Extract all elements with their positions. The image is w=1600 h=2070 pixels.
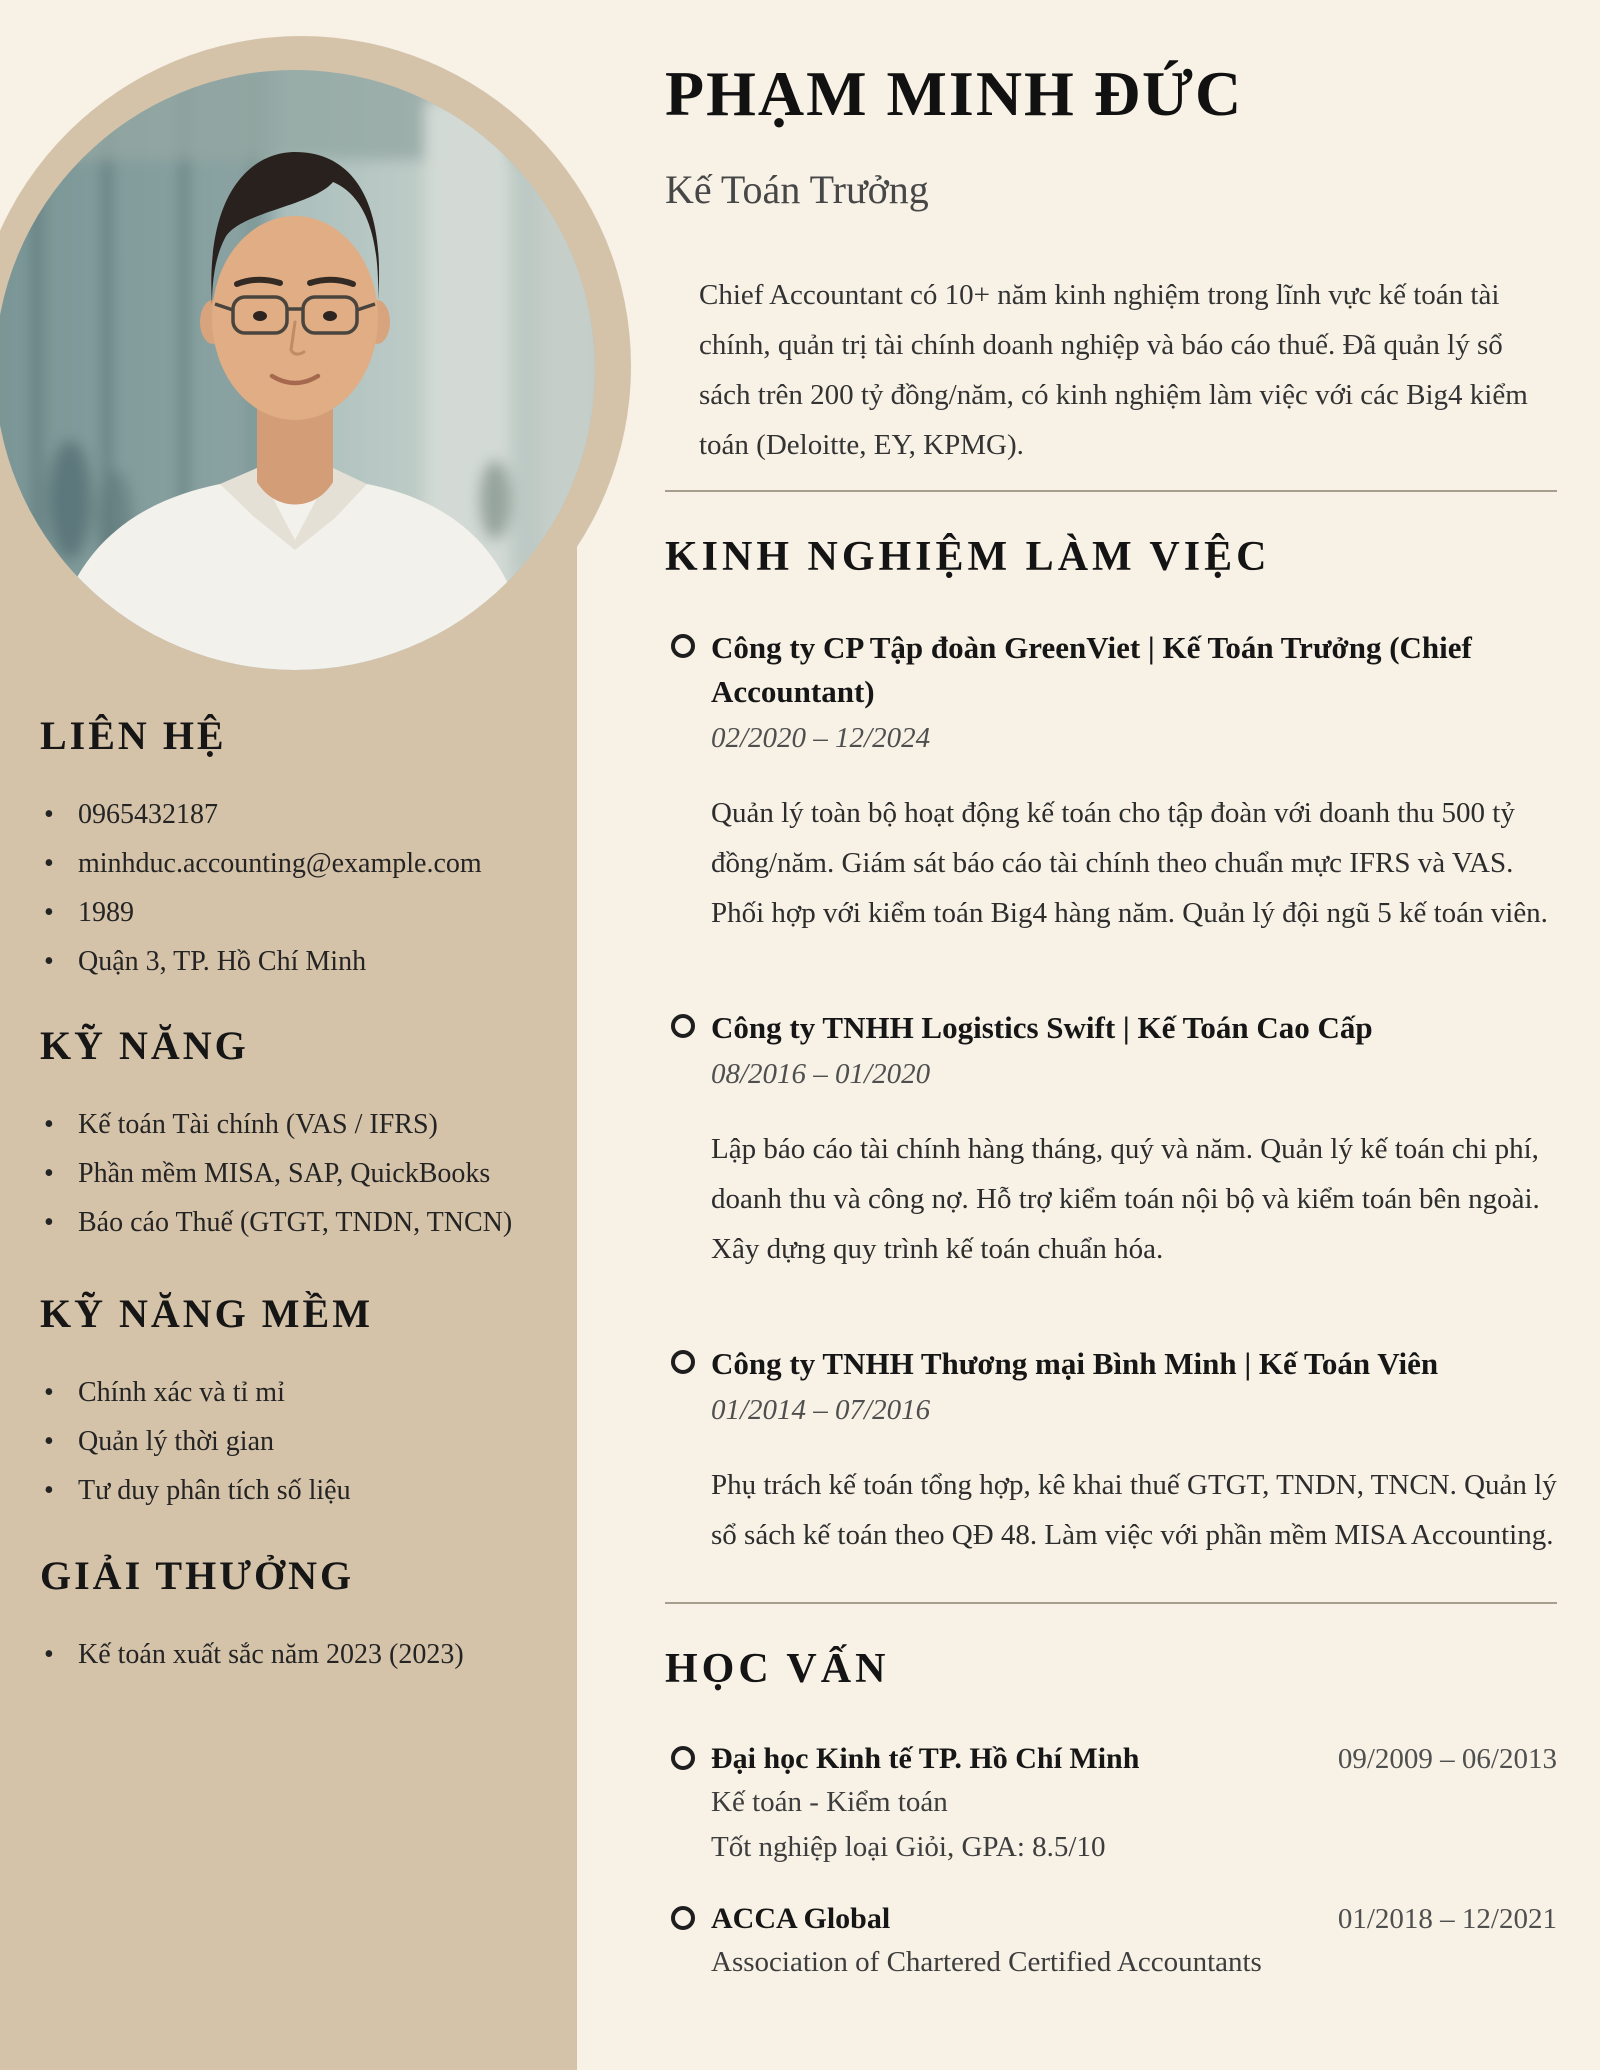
ring-bullet-icon <box>671 1906 695 1930</box>
skills-list <box>40 1100 545 1247</box>
ring-bullet-icon <box>671 634 695 658</box>
job-title: Công ty CP Tập đoàn GreenViet | Kế Toán Trưởng (Chief Accountant) <box>711 630 1472 709</box>
profile-photo <box>0 70 595 670</box>
soft-skill-item: • Quản lý thời gian <box>40 1417 545 1466</box>
job-title: Công ty TNHH Logistics Swift | Kế Toán Cao Cấp <box>711 1010 1373 1045</box>
education-school: Đại học Kinh tế TP. Hồ Chí Minh <box>711 1742 1140 1775</box>
bullet-dot-icon: • <box>44 1475 54 1506</box>
experience-entry <box>665 626 1557 938</box>
awards-list <box>40 1630 545 1679</box>
education-major: Association of Chartered Certified Accountants <box>711 1946 1262 1978</box>
education-heading: HỌC VẤN <box>665 1646 890 1692</box>
job-dates: 01/2014 – 07/2016 <box>711 1394 931 1426</box>
skill-item: • Phần mềm MISA, SAP, QuickBooks <box>40 1149 545 1198</box>
bullet-dot-icon: • <box>44 897 54 928</box>
soft-skill-item: • Chính xác và tỉ mỉ <box>40 1368 545 1417</box>
bullet-dot-icon: • <box>44 1158 54 1189</box>
contact-list <box>40 790 545 986</box>
contact-email: • minhduc.accounting@example.com <box>40 839 545 888</box>
experience-heading: KINH NGHIỆM LÀM VIỆC <box>665 534 1271 580</box>
ring-bullet-icon <box>671 1350 695 1374</box>
skills-section <box>40 1022 545 1247</box>
contact-birthyear: • 1989 <box>40 888 545 937</box>
award-item: • Kế toán xuất sắc năm 2023 (2023) <box>40 1630 545 1679</box>
bullet-dot-icon: • <box>44 1109 54 1140</box>
education-major: Kế toán - Kiểm toán <box>711 1786 948 1818</box>
education-entry <box>665 1898 1557 1985</box>
skill-item: • Báo cáo Thuế (GTGT, TNDN, TNCN) <box>40 1198 545 1247</box>
bullet-dot-icon: • <box>44 1639 54 1670</box>
bullet-dot-icon: • <box>44 848 54 879</box>
job-title: Công ty TNHH Thương mại Bình Minh | Kế Toán Viên <box>711 1346 1439 1381</box>
ring-bullet-icon <box>671 1014 695 1038</box>
experience-entry <box>665 1342 1557 1560</box>
bullet-dot-icon: • <box>44 799 54 830</box>
experience-entry <box>665 1006 1557 1274</box>
education-dates: 09/2009 – 06/2013 <box>1337 1743 1557 1775</box>
soft-skills-list <box>40 1368 545 1515</box>
section-divider <box>665 1602 1557 1604</box>
awards-section <box>40 1552 545 1679</box>
contact-address: • Quận 3, TP. Hồ Chí Minh <box>40 937 545 986</box>
education-dates: 01/2018 – 12/2021 <box>1337 1903 1557 1935</box>
contact-heading: LIÊN HỆ <box>40 713 227 758</box>
contact-section <box>40 712 545 986</box>
job-dates: 08/2016 – 01/2020 <box>711 1058 931 1090</box>
soft-skills-section <box>40 1290 545 1515</box>
education-entry <box>665 1738 1557 1870</box>
job-description: Lập báo cáo tài chính hàng tháng, quý và năm. Quản lý kế toán chi phí, doanh thu và công nợ. Hỗ trợ kiểm toán nội bộ và kiểm toán bên ngoài. Xây dựng quy trình kế toán chuẩn hóa. <box>711 1133 1540 1265</box>
skills-heading: KỸ NĂNG <box>40 1023 249 1068</box>
soft-skill-item: • Tư duy phân tích số liệu <box>40 1466 545 1515</box>
candidate-name: PHẠM MINH ĐỨC <box>665 58 1244 129</box>
main-column <box>665 56 1557 1985</box>
contact-phone: • 0965432187 <box>40 790 545 839</box>
soft-skills-heading: KỸ NĂNG MỀM <box>40 1291 373 1336</box>
job-description: Phụ trách kế toán tổng hợp, kê khai thuế GTGT, TNDN, TNCN. Quản lý sổ sách kế toán theo QĐ 48. Làm việc với phần mềm MISA Accounting. <box>711 1469 1557 1551</box>
bullet-dot-icon: • <box>44 1377 54 1408</box>
ring-bullet-icon <box>671 1746 695 1770</box>
job-dates: 02/2020 – 12/2024 <box>711 722 931 754</box>
job-description: Quản lý toàn bộ hoạt động kế toán cho tập đoàn với doanh thu 500 tỷ đồng/năm. Giám sát báo cáo tài chính theo chuẩn mực IFRS và VAS. Phối hợp với kiểm toán Big4 hàng năm. Quản lý đội ngũ 5 kế toán viên. <box>711 797 1548 929</box>
education-school: ACCA Global <box>711 1902 891 1935</box>
bullet-dot-icon: • <box>44 946 54 977</box>
section-divider <box>665 490 1557 492</box>
bullet-dot-icon: • <box>44 1426 54 1457</box>
bullet-dot-icon: • <box>44 1207 54 1238</box>
skill-item: • Kế toán Tài chính (VAS / IFRS) <box>40 1100 545 1149</box>
awards-heading: GIẢI THƯỞNG <box>40 1553 355 1598</box>
education-note: Tốt nghiệp loại Giỏi, GPA: 8.5/10 <box>711 1831 1106 1863</box>
profile-summary: Chief Accountant có 10+ năm kinh nghiệm trong lĩnh vực kế toán tài chính, quản trị tài chính doanh nghiệp và báo cáo thuế. Đã quản lý sổ sách trên 200 tỷ đồng/năm, có kinh nghiệm làm việc với các Big4 kiểm toán (Deloitte, EY, KPMG). <box>699 279 1528 461</box>
candidate-role: Kế Toán Trưởng <box>665 167 929 212</box>
